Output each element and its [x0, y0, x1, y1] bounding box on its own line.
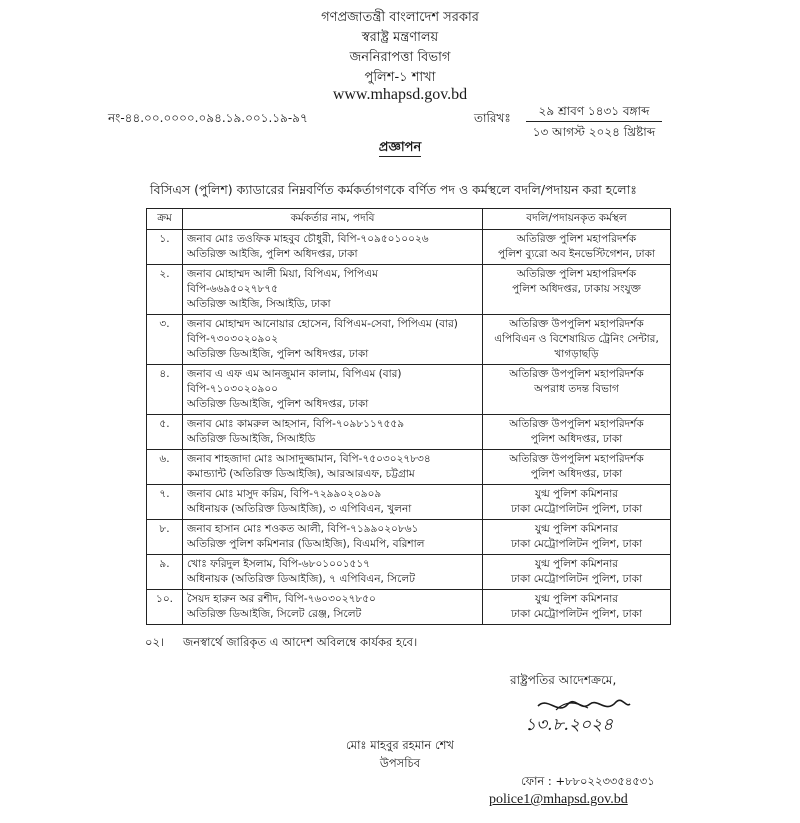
serial-cell: ১০.	[147, 590, 183, 625]
posting-cell	[483, 520, 671, 555]
posting-line: অতিরিক্ত উপপুলিশ মহাপরিদর্শক	[509, 453, 644, 465]
officer-line: অতিরিক্ত ডিআইজি, সিলেট রেঞ্জ, সিলেট	[187, 608, 362, 620]
order-of-president: রাষ্ট্রপতির আদেশক্রমে,	[510, 673, 617, 687]
date-divider	[526, 121, 662, 122]
table-row	[147, 485, 671, 520]
officer-cell	[183, 315, 483, 365]
officer-line: জনাব মোহাম্মদ আলী মিয়া, বিপিএম, পিপিএম	[187, 268, 378, 280]
officer-line: অতিরিক্ত ডিআইজি, পুলিশ অধিদপ্তর, ঢাকা	[187, 398, 369, 410]
officer-cell	[183, 520, 483, 555]
officer-line: অতিরিক্ত পুলিশ কমিশনার (ডিআইজি), বিএমপি, বরিশাল	[187, 538, 425, 550]
footnote	[145, 634, 417, 653]
table-row	[147, 265, 671, 315]
posting-line: পুলিশ ব্যুরো অব ইনভেস্টিগেশন, ঢাকা	[498, 248, 655, 260]
serial-cell: ৭.	[147, 485, 183, 520]
posting-cell	[483, 230, 671, 265]
notice-title-text: প্রজ্ঞাপন	[378, 140, 422, 155]
posting-line: অতিরিক্ত পুলিশ মহাপরিদর্শক	[516, 233, 637, 245]
posting-line: যুগ্ম পুলিশ কমিশনার	[534, 488, 619, 500]
posting-cell	[483, 315, 671, 365]
posting-line: ঢাকা মেট্রোপলিটন পুলিশ, ঢাকা	[510, 503, 643, 515]
serial-cell: ১.	[147, 230, 183, 265]
officer-cell	[183, 265, 483, 315]
officer-line: কমান্ড্যান্ট (অতিরিক্ত ডিআইজি), আরআরএফ, চট্টগ্রাম	[187, 468, 415, 480]
officer-cell	[183, 415, 483, 450]
officer-cell	[183, 485, 483, 520]
posting-cell	[483, 485, 671, 520]
officer-cell	[183, 590, 483, 625]
posting-cell	[483, 555, 671, 590]
posting-line: খাগড়াছড়ি	[554, 348, 599, 360]
posting-line: পুলিশ অধিদপ্তর, ঢাকা	[530, 468, 623, 480]
officer-line: অতিরিক্ত ডিআইজি, পুলিশ অধিদপ্তর, ঢাকা	[187, 348, 369, 360]
posting-cell	[483, 365, 671, 415]
posting-table	[146, 208, 671, 625]
division-heading: জননিরাপত্তা বিভাগ	[349, 50, 451, 65]
posting-line: যুগ্ম পুলিশ কমিশনার	[534, 558, 619, 570]
serial-cell: ৮.	[147, 520, 183, 555]
header-posting: বদলি/পদায়নকৃত কর্মস্থল	[483, 209, 671, 230]
date-block	[518, 102, 670, 141]
footnote-text: জনস্বার্থে জারিকৃত এ আদেশ অবিলম্বে কার্যকর হবে।	[183, 635, 418, 649]
govt-heading: গণপ্রজাতন্ত্রী বাংলাদেশ সরকার	[321, 10, 479, 25]
officer-line: খোঃ ফরিদুল ইসলাম, বিপি-৬৮০১০০১৫১৭	[187, 558, 371, 570]
notice-title	[0, 138, 800, 159]
officer-cell	[183, 230, 483, 265]
posting-line: পুলিশ অধিদপ্তর, ঢাকায় সংযুক্ত	[512, 283, 641, 295]
serial-cell: ২.	[147, 265, 183, 315]
officer-line: অধিনায়ক (অতিরিক্ত ডিআইজি), ৩ এপিবিএন, খুলনা	[187, 503, 412, 515]
posting-line: পুলিশ অধিদপ্তর, ঢাকা	[530, 433, 623, 445]
signature-date: ১৩.৮.২০২৪	[525, 715, 614, 735]
officer-line: অতিরিক্ত আইজি, সিআইডি, ঢাকা	[187, 298, 331, 310]
date-gregorian: ১৩ আগস্ট ২০২৪ খ্রিষ্টাব্দ	[532, 125, 656, 139]
signer-name: মোঃ মাহবুর রহমান শেখ	[346, 738, 454, 752]
table-header-row	[147, 209, 671, 230]
intro-text: বিসিএস (পুলিশ) ক্যাডারের নিম্নবর্ণিত কর্মকর্তাগণকে বর্ণিত পদ ও কর্মস্থলে বদলি/পদায়ন করা হলোঃ	[150, 182, 637, 197]
posting-line: যুগ্ম পুলিশ কমিশনার	[534, 593, 619, 605]
serial-cell: ৬.	[147, 450, 183, 485]
serial-cell: ৯.	[147, 555, 183, 590]
date-bengali: ২৯ শ্রাবণ ১৪৩১ বঙ্গাব্দ	[538, 104, 650, 118]
officer-cell	[183, 555, 483, 590]
serial-cell: ৫.	[147, 415, 183, 450]
website-text: www.mhapsd.gov.bd	[332, 86, 468, 103]
posting-line: এপিবিএন ও বিশেষায়িত ট্রেনিং সেন্টার,	[494, 333, 659, 345]
posting-cell	[483, 265, 671, 315]
table-row	[147, 415, 671, 450]
signer-title: উপসচিব	[379, 756, 421, 770]
posting-cell	[483, 450, 671, 485]
posting-line: অতিরিক্ত উপপুলিশ মহাপরিদর্শক	[509, 318, 644, 330]
ministry-heading: স্বরাষ্ট্র মন্ত্রণালয়	[361, 30, 439, 45]
posting-line: অতিরিক্ত পুলিশ মহাপরিদর্শক	[516, 268, 637, 280]
officer-line: জনাব শাহজাদা মোঃ আসাদুজ্জামান, বিপি-৭৫০৩০২৭৮৩৪	[187, 453, 431, 465]
posting-cell	[483, 415, 671, 450]
table-row	[147, 230, 671, 265]
table-body	[147, 230, 671, 625]
table-row	[147, 555, 671, 590]
officer-line: বিপি-৭১০৩০২০৯০০	[187, 383, 279, 395]
posting-line: অপরাধ তদন্ত বিভাগ	[534, 383, 619, 395]
signer-phone: ফোন : +৮৮০২২৩৩৫৪৫৩১	[521, 774, 655, 788]
officer-line: জনাব এ এফ এম আনজুমান কালাম, বিপিএম (বার)	[187, 368, 402, 380]
table-row	[147, 450, 671, 485]
posting-line: ঢাকা মেট্রোপলিটন পুলিশ, ঢাকা	[510, 608, 643, 620]
table-row	[147, 315, 671, 365]
officer-line: সৈয়দ হারুন অর রশীদ, বিপি-৭৬০৩০২৭৮৫০	[187, 593, 376, 605]
officer-line: অতিরিক্ত আইজি, পুলিশ অধিদপ্তর, ঢাকা	[187, 248, 358, 260]
signer-email-link[interactable]: police1@mhapsd.gov.bd	[489, 792, 628, 807]
officer-line: অতিরিক্ত ডিআইজি, সিআইডি	[187, 433, 316, 445]
officer-line: অধিনায়ক (অতিরিক্ত ডিআইজি), ৭ এপিবিএন, সিলেট	[187, 573, 415, 585]
posting-line: যুগ্ম পুলিশ কমিশনার	[534, 523, 619, 535]
posting-cell	[483, 590, 671, 625]
serial-cell: ৪.	[147, 365, 183, 415]
date-label: তারিখঃ	[474, 111, 511, 125]
posting-line: ঢাকা মেট্রোপলিটন পুলিশ, ঢাকা	[510, 573, 643, 585]
officer-line: জনাব মোহাম্মদ আনোয়ার হোসেন, বিপিএম-সেবা, পিপিএম (বার)	[187, 318, 458, 330]
officer-line: জনাব মোঃ মাসুদ করিম, বিপি-৭২৯৯০২০৯০৯	[187, 488, 382, 500]
serial-cell: ৩.	[147, 315, 183, 365]
officer-line: বিপি-৬৬৯৫০২৭৮৭৫	[187, 283, 278, 295]
officer-cell	[183, 365, 483, 415]
officer-line: জনাব হাসান মোঃ শওকত আলী, বিপি-৭১৯৯০২০৮৬১	[187, 523, 419, 535]
posting-line: অতিরিক্ত উপপুলিশ মহাপরিদর্শক	[509, 368, 644, 380]
posting-line: ঢাকা মেট্রোপলিটন পুলিশ, ঢাকা	[510, 538, 643, 550]
footnote-number: ০২।	[145, 635, 165, 649]
table-row	[147, 520, 671, 555]
officer-cell	[183, 450, 483, 485]
officer-line: জনাব মোঃ কামরুল আহসান, বিপি-৭০৯৮১১৭৫৫৯	[187, 418, 405, 430]
table-row	[147, 590, 671, 625]
memo-number: নং-৪৪.০০.০০০০.০৯৪.১৯.০০১.১৯-৯৭	[108, 111, 308, 125]
table-row	[147, 365, 671, 415]
officer-line: বিপি-৭৩০৩০২০৯০২	[187, 333, 279, 345]
header-officer: কর্মকর্তার নাম, পদবি	[183, 209, 483, 230]
officer-line: জনাব মোঃ তওফিক মাহবুব চৌধুরী, বিপি-৭০৯৫০১০০২৬	[187, 233, 429, 245]
posting-line: অতিরিক্ত উপপুলিশ মহাপরিদর্শক	[509, 418, 644, 430]
branch-heading: পুলিশ-১ শাখা	[364, 70, 436, 85]
header-serial: ক্রম	[147, 209, 183, 230]
